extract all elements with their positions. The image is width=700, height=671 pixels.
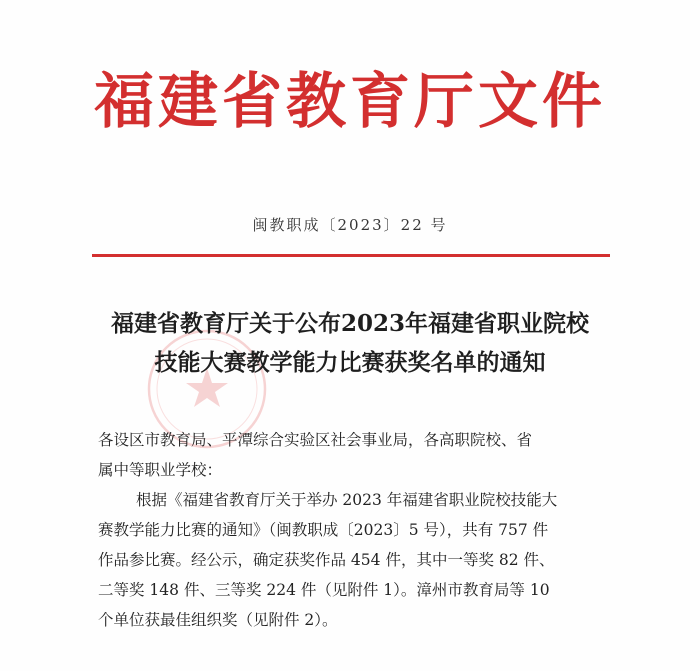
notice-body (98, 425, 610, 635)
addressee-line: 各设区市教育局、平潭综合实验区社会事业局，各高职院校、省 (98, 431, 533, 449)
red-divider-line (92, 254, 610, 257)
title-line: 福建省教育厅关于公布2023年福建省职业院校 (110, 310, 589, 337)
agency-header-title: 福建省教育厅文件 (94, 67, 606, 137)
addressee-line: 属中等职业学校： (98, 461, 223, 479)
notice-title (60, 304, 640, 382)
paragraph-line: 二等奖 148 件、三等奖 224 件（见附件 1）。漳州市教育局等 10 (98, 581, 550, 599)
paragraph-line: 作品参比赛。经公示，确定获奖作品 454 件，其中一等奖 82 件、 (98, 551, 555, 569)
paragraph-line: 根据《福建省教育厅关于举办 2023 年福建省职业院校技能大 (136, 491, 558, 509)
paragraph-line: 个单位获最佳组织奖（见附件 2）。 (98, 611, 338, 629)
title-line: 技能大赛教学能力比赛获奖名单的通知 (154, 349, 546, 376)
paragraph-line: 赛教学能力比赛的通知》（闽教职成〔2023〕5 号），共有 757 件 (98, 521, 549, 539)
document-number: 闽教职成〔2023〕22 号 (252, 216, 448, 234)
